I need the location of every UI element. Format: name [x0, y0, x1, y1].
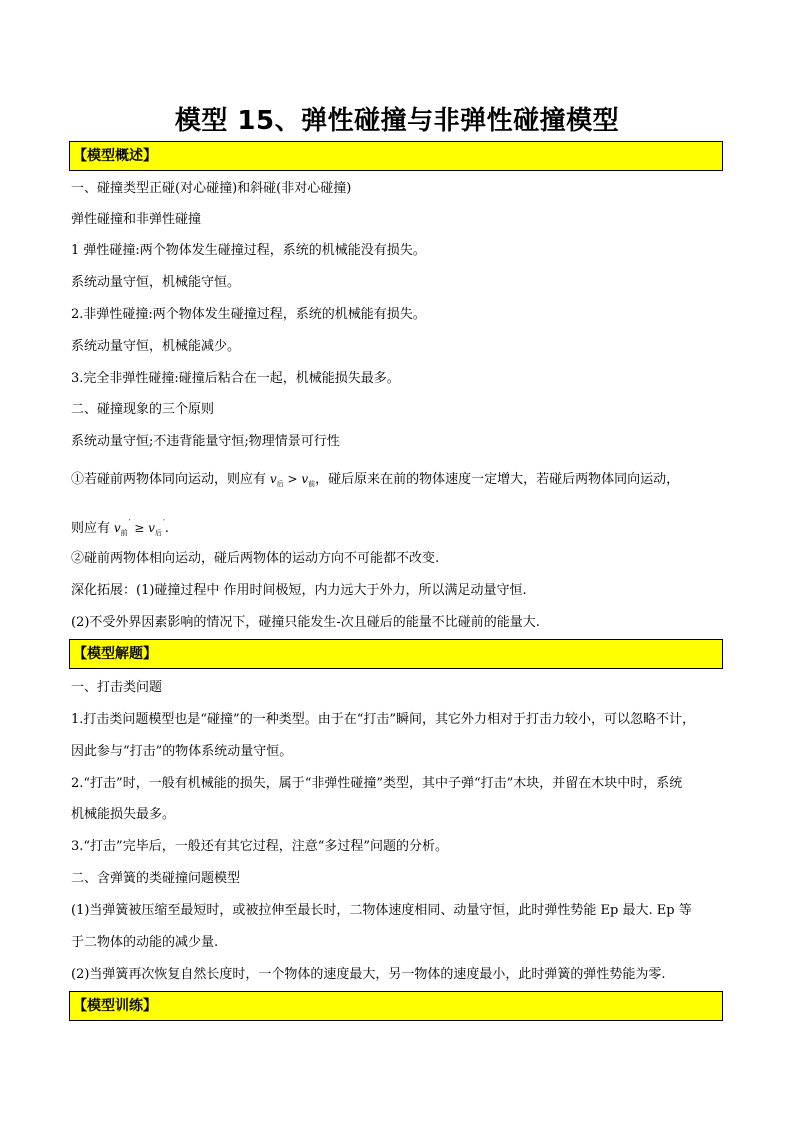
page-title: 模型 15、弹性碰撞与非弹性碰撞模型 — [174, 106, 620, 136]
solution-line-9: 于二物体的动能的减少量. — [71, 935, 219, 950]
overview-line-14: (2)不受外界因素影响的情况下，碰撞只能发生-次且碰后的能量不比碰前的能量大. — [71, 615, 540, 630]
line-11-suffix: . — [164, 521, 169, 536]
section-header-solution: 【模型解题】 — [69, 639, 723, 669]
solution-line-5: 机械能损失最多。 — [71, 807, 176, 822]
overview-line-6: 系统动量守恒，机械能减少。 — [71, 339, 241, 354]
solution-line-7: 二、含弹簧的类碰撞问题模型 — [71, 871, 241, 886]
overview-line-9: 系统动量守恒;不违背能量守恒;物理情景可行性 — [71, 434, 340, 449]
overview-line-13: 深化拓展：(1)碰撞过程中 作用时间极短，内力远大于外力，所以满足动量守恒. — [71, 583, 527, 598]
line-11-prefix: 则应有 — [71, 521, 111, 536]
formula-condition-1: $v_后 > v_前$ — [269, 472, 316, 488]
overview-line-4: 系统动量守恒，机械能守恒。 — [71, 275, 241, 290]
overview-line-5: 2.非弹性碰撞:两个物体发生碰撞过程，系统的机械能有损失。 — [71, 307, 426, 322]
formula-condition-2: $v_前' \ge v_后'$ — [113, 518, 165, 537]
overview-line-3: 1 弹性碰撞:两个物体发生碰撞过程，系统的机械能没有损失。 — [71, 243, 426, 258]
overview-line-1: 一、碰撞类型正碰(对心碰撞)和斜碰(非对心碰撞) — [71, 181, 352, 196]
solution-line-10: (2)当弹簧再次恢复自然长度时，一个物体的速度最大，另一物体的速度最小，此时弹簧的弹性势能为零. — [71, 967, 666, 982]
overview-line-10 — [71, 470, 731, 493]
section-header-training: 【模型训练】 — [69, 991, 723, 1021]
solution-line-4: 2.“打击”时，一般有机械能的损失，属于“非弹性碰撞”类型，其中子弹“打击”木块，并留在木块中时，系统 — [71, 776, 683, 791]
overview-line-2: 弹性碰撞和非弹性碰撞 — [71, 212, 202, 227]
solution-line-3: 因此参与“打击”的物体系统动量守恒。 — [71, 744, 293, 759]
overview-line-12: ②碰前两物体相向运动，碰后两物体的运动方向不可能都不改变. — [71, 551, 440, 566]
overview-line-7: 3.完全非弹性碰撞:碰撞后粘合在一起，机械能损失最多。 — [71, 371, 400, 386]
solution-line-8: (1)当弹簧被压缩至最短时，或被拉伸至最长时，二物体速度相同、动量守恒，此时弹性势能 Ep 最大. Ep 等 — [71, 903, 692, 918]
line-10-prefix: ①若碰前两物体同向运动，则应有 — [71, 472, 267, 487]
solution-line-6: 3.“打击”完毕后，一般还有其它过程，注意“多过程”问题的分析。 — [71, 839, 448, 854]
overview-line-8: 二、碰撞现象的三个原则 — [71, 402, 215, 417]
solution-line-2: 1.打击类问题模型也是“碰撞”的一种类型。由于在“打击”瞬间，其它外力相对于打击力较小，可以忽略不计， — [71, 712, 695, 727]
overview-line-11 — [71, 514, 731, 542]
line-10-suffix: ，碰后原来在前的物体速度一定增大，若碰后两物体同向运动， — [315, 472, 680, 487]
section-header-overview: 【模型概述】 — [69, 141, 723, 171]
solution-line-1: 一、打击类问题 — [71, 680, 163, 695]
